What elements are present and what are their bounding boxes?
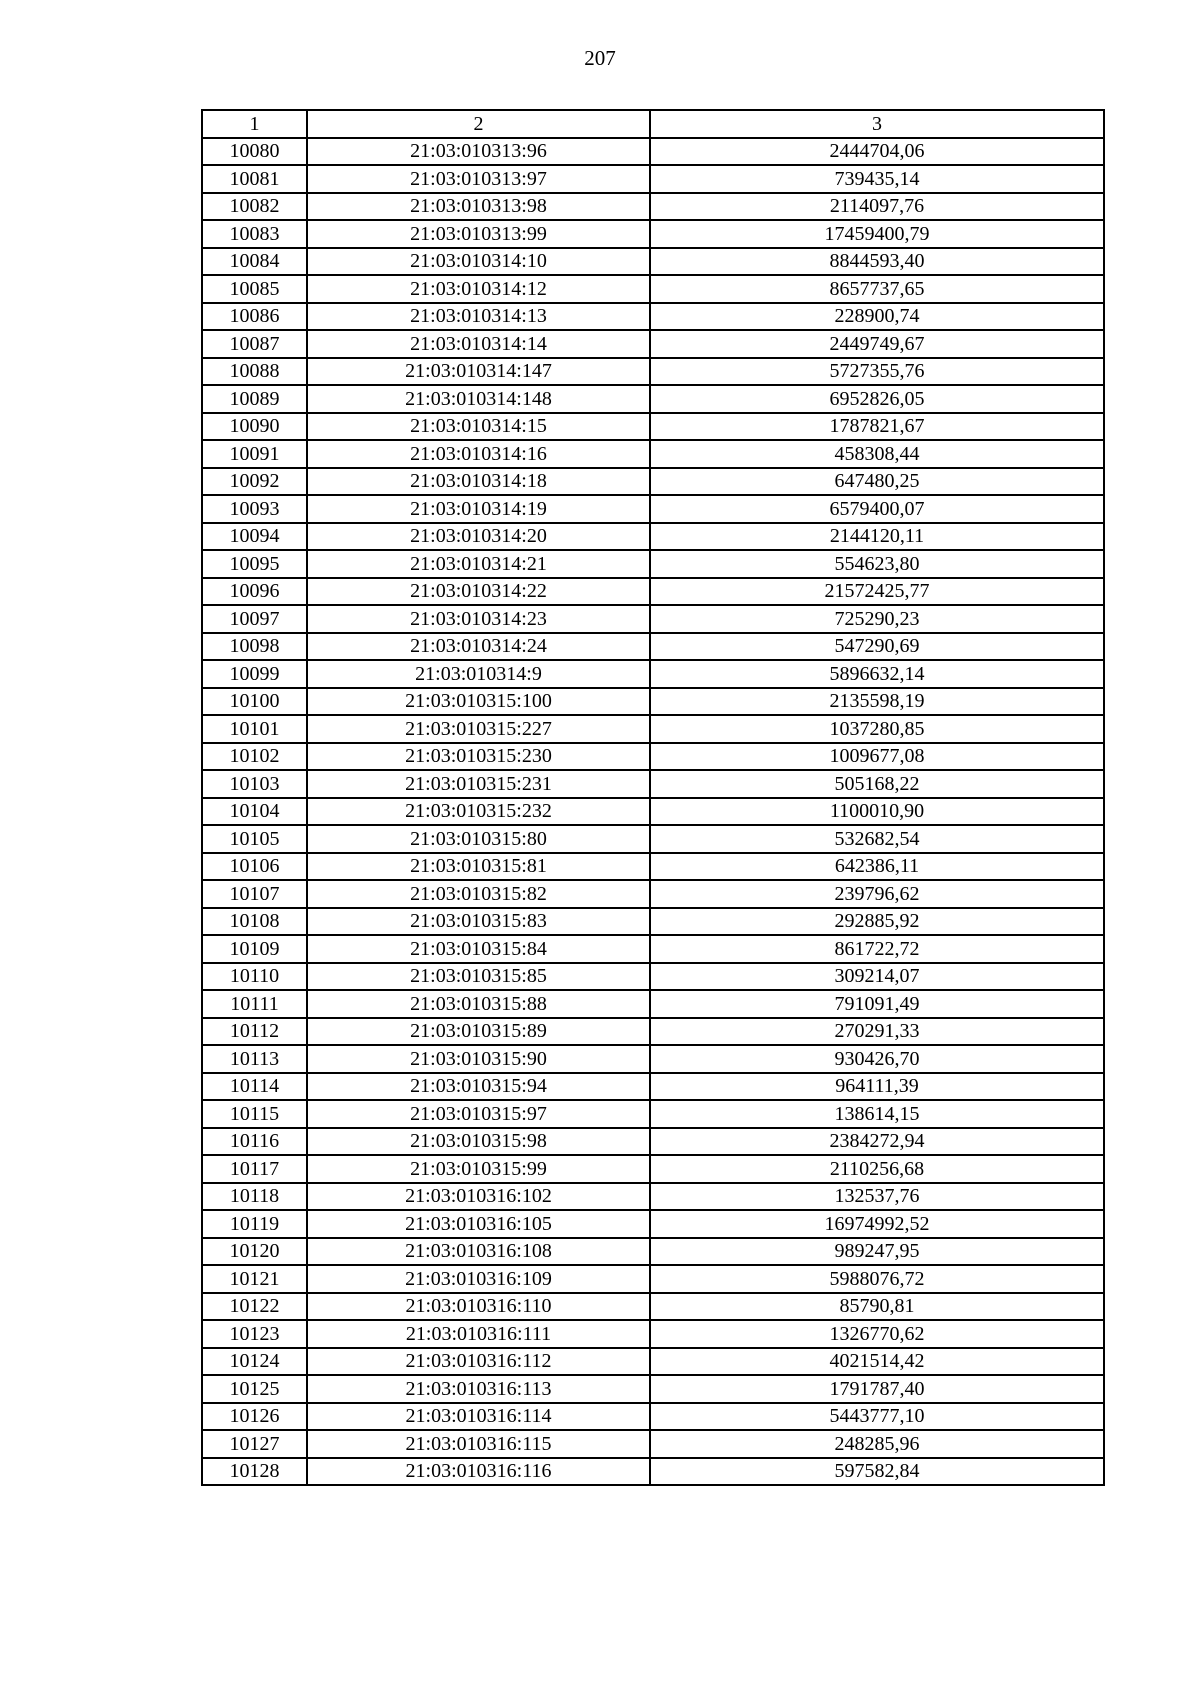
row-number-cell: 10080 [202,138,307,166]
cadastral-number-cell: 21:03:010316:115 [307,1430,650,1458]
table-row [202,1155,1104,1183]
table-row [202,440,1104,468]
table-header-row [202,110,1104,138]
row-number-cell: 10091 [202,440,307,468]
table-row [202,1045,1104,1073]
table-row [202,935,1104,963]
value-cell: 2384272,94 [650,1128,1104,1156]
row-number-cell: 10094 [202,523,307,551]
value-cell: 1787821,67 [650,413,1104,441]
column-header-3: 3 [650,110,1104,138]
table-row [202,963,1104,991]
value-cell: 6952826,05 [650,385,1104,413]
value-cell: 1791787,40 [650,1375,1104,1403]
row-number-cell: 10120 [202,1238,307,1266]
table-row [202,550,1104,578]
table-row [202,633,1104,661]
table-row [202,165,1104,193]
table-row [202,688,1104,716]
row-number-cell: 10109 [202,935,307,963]
value-cell: 505168,22 [650,770,1104,798]
value-cell: 16974992,52 [650,1210,1104,1238]
table-row [202,1293,1104,1321]
cadastral-number-cell: 21:03:010315:83 [307,908,650,936]
table-row [202,605,1104,633]
row-number-cell: 10122 [202,1293,307,1321]
data-table [201,109,1105,1486]
cadastral-number-cell: 21:03:010315:88 [307,990,650,1018]
row-number-cell: 10111 [202,990,307,1018]
cadastral-number-cell: 21:03:010315:99 [307,1155,650,1183]
table-row [202,715,1104,743]
table-row [202,1073,1104,1101]
value-cell: 930426,70 [650,1045,1104,1073]
value-cell: 647480,25 [650,468,1104,496]
cadastral-number-cell: 21:03:010313:98 [307,193,650,221]
table-row [202,1018,1104,1046]
value-cell: 554623,80 [650,550,1104,578]
value-cell: 270291,33 [650,1018,1104,1046]
value-cell: 228900,74 [650,303,1104,331]
cadastral-number-cell: 21:03:010315:231 [307,770,650,798]
table-row [202,385,1104,413]
cadastral-number-cell: 21:03:010315:100 [307,688,650,716]
table-row [202,908,1104,936]
table-row [202,330,1104,358]
value-cell: 138614,15 [650,1100,1104,1128]
table-row [202,220,1104,248]
row-number-cell: 10119 [202,1210,307,1238]
row-number-cell: 10083 [202,220,307,248]
cadastral-number-cell: 21:03:010315:230 [307,743,650,771]
row-number-cell: 10126 [202,1403,307,1431]
cadastral-number-cell: 21:03:010316:105 [307,1210,650,1238]
cadastral-number-cell: 21:03:010315:81 [307,853,650,881]
table-row [202,990,1104,1018]
table-row [202,1430,1104,1458]
row-number-cell: 10098 [202,633,307,661]
cadastral-number-cell: 21:03:010315:85 [307,963,650,991]
cadastral-number-cell: 21:03:010314:13 [307,303,650,331]
cadastral-number-cell: 21:03:010314:15 [307,413,650,441]
value-cell: 989247,95 [650,1238,1104,1266]
row-number-cell: 10093 [202,495,307,523]
table-row [202,248,1104,276]
value-cell: 85790,81 [650,1293,1104,1321]
row-number-cell: 10113 [202,1045,307,1073]
column-header-1: 1 [202,110,307,138]
row-number-cell: 10127 [202,1430,307,1458]
row-number-cell: 10087 [202,330,307,358]
value-cell: 6579400,07 [650,495,1104,523]
table-row [202,468,1104,496]
row-number-cell: 10088 [202,358,307,386]
row-number-cell: 10102 [202,743,307,771]
row-number-cell: 10092 [202,468,307,496]
value-cell: 458308,44 [650,440,1104,468]
table-row [202,1183,1104,1211]
row-number-cell: 10114 [202,1073,307,1101]
value-cell: 2110256,68 [650,1155,1104,1183]
row-number-cell: 10096 [202,578,307,606]
table-row [202,275,1104,303]
table-row [202,578,1104,606]
cadastral-number-cell: 21:03:010316:110 [307,1293,650,1321]
row-number-cell: 10125 [202,1375,307,1403]
row-number-cell: 10082 [202,193,307,221]
page-number: 207 [584,46,616,70]
cadastral-number-cell: 21:03:010316:109 [307,1265,650,1293]
row-number-cell: 10099 [202,660,307,688]
row-number-cell: 10107 [202,880,307,908]
row-number-cell: 10108 [202,908,307,936]
cadastral-number-cell: 21:03:010314:19 [307,495,650,523]
cadastral-number-cell: 21:03:010316:112 [307,1348,650,1376]
row-number-cell: 10106 [202,853,307,881]
cadastral-number-cell: 21:03:010314:12 [307,275,650,303]
value-cell: 791091,49 [650,990,1104,1018]
value-cell: 1037280,85 [650,715,1104,743]
value-cell: 8844593,40 [650,248,1104,276]
cadastral-number-cell: 21:03:010314:16 [307,440,650,468]
value-cell: 5443777,10 [650,1403,1104,1431]
row-number-cell: 10103 [202,770,307,798]
row-number-cell: 10116 [202,1128,307,1156]
cadastral-number-cell: 21:03:010314:148 [307,385,650,413]
value-cell: 21572425,77 [650,578,1104,606]
cadastral-number-cell: 21:03:010313:96 [307,138,650,166]
value-cell: 292885,92 [650,908,1104,936]
row-number-cell: 10110 [202,963,307,991]
value-cell: 132537,76 [650,1183,1104,1211]
cadastral-number-cell: 21:03:010314:18 [307,468,650,496]
value-cell: 532682,54 [650,825,1104,853]
table-row [202,303,1104,331]
value-cell: 2444704,06 [650,138,1104,166]
table-row [202,743,1104,771]
value-cell: 597582,84 [650,1458,1104,1486]
cadastral-number-cell: 21:03:010314:14 [307,330,650,358]
cadastral-number-cell: 21:03:010314:147 [307,358,650,386]
table-row [202,358,1104,386]
value-cell: 2449749,67 [650,330,1104,358]
cadastral-number-cell: 21:03:010315:82 [307,880,650,908]
row-number-cell: 10097 [202,605,307,633]
row-number-cell: 10128 [202,1458,307,1486]
value-cell: 5988076,72 [650,1265,1104,1293]
cadastral-number-cell: 21:03:010314:21 [307,550,650,578]
value-cell: 309214,07 [650,963,1104,991]
cadastral-number-cell: 21:03:010315:90 [307,1045,650,1073]
row-number-cell: 10100 [202,688,307,716]
value-cell: 1326770,62 [650,1320,1104,1348]
table-row [202,660,1104,688]
table-row [202,880,1104,908]
value-cell: 1009677,08 [650,743,1104,771]
table-row [202,1320,1104,1348]
cadastral-number-cell: 21:03:010315:89 [307,1018,650,1046]
table-row [202,770,1104,798]
table-row [202,1458,1104,1486]
cadastral-number-cell: 21:03:010315:98 [307,1128,650,1156]
row-number-cell: 10115 [202,1100,307,1128]
row-number-cell: 10084 [202,248,307,276]
row-number-cell: 10118 [202,1183,307,1211]
value-cell: 2144120,11 [650,523,1104,551]
row-number-cell: 10104 [202,798,307,826]
value-cell: 4021514,42 [650,1348,1104,1376]
row-number-cell: 10085 [202,275,307,303]
value-cell: 8657737,65 [650,275,1104,303]
value-cell: 5727355,76 [650,358,1104,386]
table-row [202,523,1104,551]
table-row [202,495,1104,523]
row-number-cell: 10090 [202,413,307,441]
table-row [202,138,1104,166]
cadastral-number-cell: 21:03:010314:9 [307,660,650,688]
cadastral-number-cell: 21:03:010313:97 [307,165,650,193]
row-number-cell: 10105 [202,825,307,853]
cadastral-number-cell: 21:03:010315:94 [307,1073,650,1101]
value-cell: 642386,11 [650,853,1104,881]
cadastral-number-cell: 21:03:010314:22 [307,578,650,606]
cadastral-number-cell: 21:03:010315:80 [307,825,650,853]
row-number-cell: 10081 [202,165,307,193]
table-row [202,1210,1104,1238]
cadastral-number-cell: 21:03:010315:232 [307,798,650,826]
cadastral-number-cell: 21:03:010314:10 [307,248,650,276]
table-row [202,1128,1104,1156]
cadastral-number-cell: 21:03:010315:84 [307,935,650,963]
row-number-cell: 10086 [202,303,307,331]
cadastral-number-cell: 21:03:010316:108 [307,1238,650,1266]
table-row [202,1100,1104,1128]
row-number-cell: 10117 [202,1155,307,1183]
value-cell: 725290,23 [650,605,1104,633]
table-row [202,413,1104,441]
cadastral-number-cell: 21:03:010315:227 [307,715,650,743]
table-row [202,853,1104,881]
cadastral-number-cell: 21:03:010314:20 [307,523,650,551]
cadastral-number-cell: 21:03:010316:102 [307,1183,650,1211]
value-cell: 2114097,76 [650,193,1104,221]
table-body [202,138,1104,1486]
row-number-cell: 10112 [202,1018,307,1046]
table-row [202,798,1104,826]
value-cell: 964111,39 [650,1073,1104,1101]
cadastral-number-cell: 21:03:010313:99 [307,220,650,248]
cadastral-number-cell: 21:03:010316:111 [307,1320,650,1348]
value-cell: 5896632,14 [650,660,1104,688]
table-row [202,1265,1104,1293]
value-cell: 861722,72 [650,935,1104,963]
cadastral-number-cell: 21:03:010316:113 [307,1375,650,1403]
row-number-cell: 10121 [202,1265,307,1293]
row-number-cell: 10095 [202,550,307,578]
table-row [202,1403,1104,1431]
table-row [202,193,1104,221]
table-row [202,825,1104,853]
cadastral-number-cell: 21:03:010315:97 [307,1100,650,1128]
table-row [202,1238,1104,1266]
row-number-cell: 10101 [202,715,307,743]
row-number-cell: 10089 [202,385,307,413]
cadastral-number-cell: 21:03:010314:24 [307,633,650,661]
column-header-2: 2 [307,110,650,138]
value-cell: 17459400,79 [650,220,1104,248]
value-cell: 739435,14 [650,165,1104,193]
row-number-cell: 10123 [202,1320,307,1348]
table-row [202,1375,1104,1403]
value-cell: 248285,96 [650,1430,1104,1458]
table-row [202,1348,1104,1376]
value-cell: 547290,69 [650,633,1104,661]
cadastral-number-cell: 21:03:010314:23 [307,605,650,633]
value-cell: 2135598,19 [650,688,1104,716]
cadastral-number-cell: 21:03:010316:116 [307,1458,650,1486]
value-cell: 1100010,90 [650,798,1104,826]
cadastral-number-cell: 21:03:010316:114 [307,1403,650,1431]
value-cell: 239796,62 [650,880,1104,908]
row-number-cell: 10124 [202,1348,307,1376]
